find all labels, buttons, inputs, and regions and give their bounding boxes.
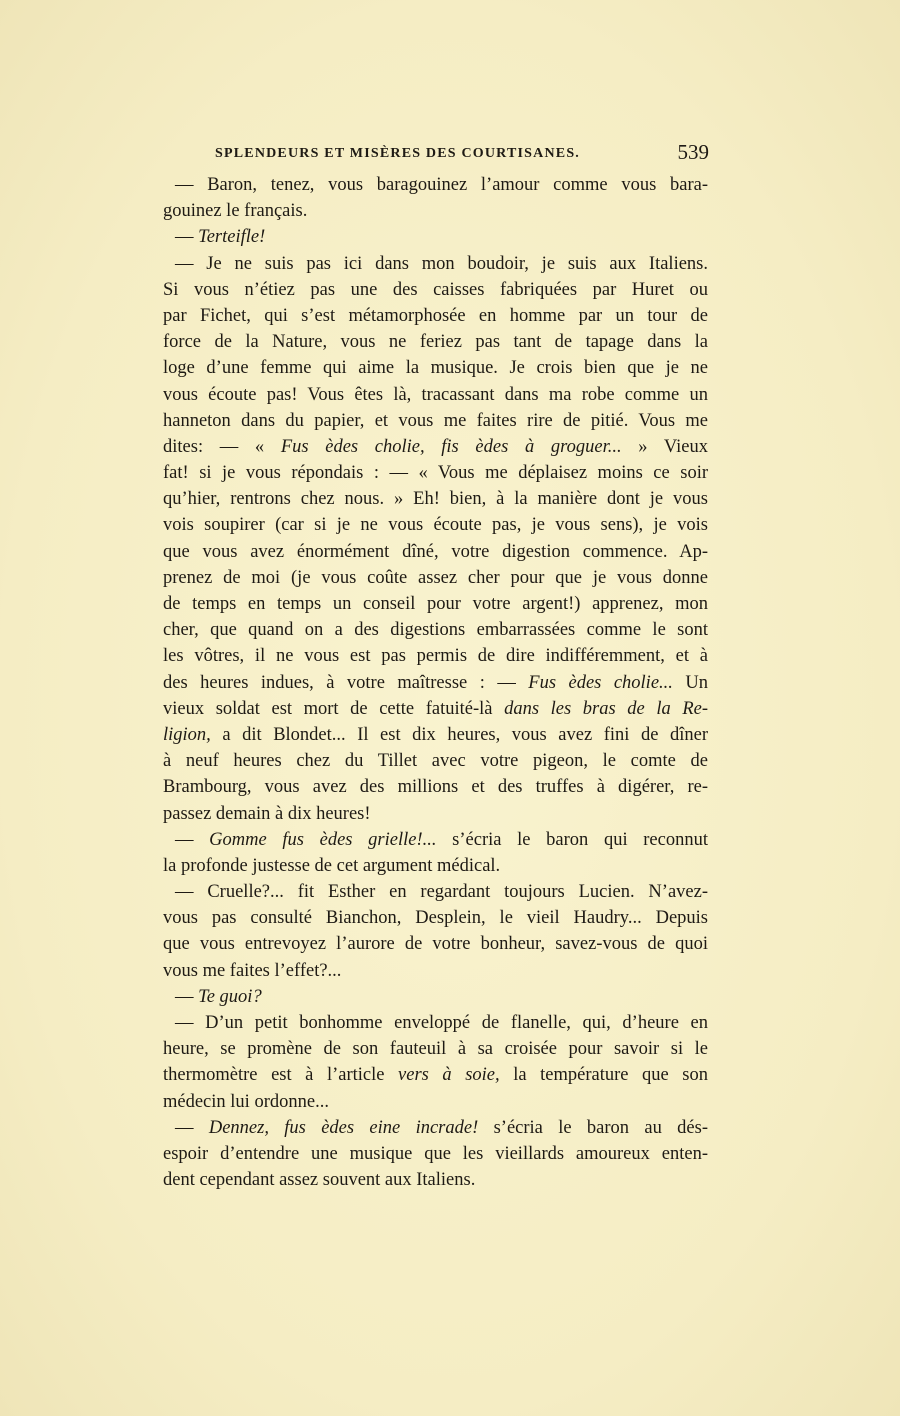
text-segment: Un [672, 672, 708, 693]
text-segment: qu’hier, rentrons chez nous. » Eh! bien, à la manière dont je vous [163, 489, 708, 510]
text-segment: de temps en temps un conseil pour votre argent!) apprenez, mon [163, 594, 708, 614]
text-line [163, 879, 708, 905]
text-segment: hanneton dans du papier, et vous me faites rire de pitié. Vous me [163, 410, 708, 431]
text-line [163, 434, 708, 460]
text-line [163, 984, 708, 1010]
text-segment: s’écria le baron qui reconnut [436, 829, 708, 850]
text-segment: la température que son [499, 1065, 708, 1086]
text-segment: Brambourg, vous avez des millions et des truffes à digérer, re- [163, 777, 708, 798]
text-line [163, 722, 708, 748]
text-line [163, 1062, 708, 1088]
text-segment: heure, se promène de son fauteuil à sa croisée pour savoir si le [163, 1039, 708, 1060]
text-segment: fat! si je vous répondais : — « Vous me déplaisez moins ce soir [163, 463, 708, 484]
text-line [163, 1010, 708, 1036]
text-segment: — Baron, tenez, vous baragouinez l’amour comme vous bara- [175, 175, 708, 195]
body-text [163, 172, 708, 1193]
text-segment: la profonde justesse de cet argument médical. [163, 855, 501, 876]
italic-text: Dennez, fus èdes eine incrade! [208, 1117, 479, 1138]
page-number: 539 [677, 140, 709, 164]
text-line [163, 408, 708, 434]
text-line [163, 512, 708, 538]
text-segment: prenez de moi (je vous coûte assez cher pour que je vous donne [163, 567, 708, 588]
text-segment: vous écoute pas! Vous êtes là, tracassant dans ma robe comme un [163, 384, 708, 405]
text-line [163, 198, 708, 224]
text-line [163, 617, 708, 643]
text-line [163, 460, 708, 486]
text-segment: vois soupirer (car si je ne vous écoute pas, je vous sens), je vois [163, 515, 708, 536]
italic-text: dans les bras de la Re- [504, 698, 708, 719]
text-line [163, 774, 708, 800]
text-segment: thermomètre est à l’article [163, 1065, 399, 1086]
italic-text: Te guoi? [198, 986, 262, 1007]
italic-text: Fus èdes cholie, fis èdes à groguer... [280, 436, 622, 457]
text-line [163, 539, 708, 565]
text-segment: que vous avez énormément dîné, votre digestion commence. Ap- [163, 541, 708, 562]
text-segment: espoir d’entendre une musique que les vieillards amoureux enten- [163, 1143, 708, 1164]
page-header [163, 140, 709, 166]
text-line [163, 591, 708, 617]
text-segment: s’écria le baron au dés- [478, 1117, 708, 1138]
text-segment: » Vieux [621, 436, 708, 457]
text-line [163, 1115, 708, 1141]
text-line [163, 1089, 708, 1115]
text-line [163, 251, 708, 277]
text-segment: a dit Blondet... Il est dix heures, vous avez fini de dîner [210, 724, 708, 745]
text-segment: dites: — « [163, 436, 281, 457]
text-segment: des heures indues, à votre maîtresse : — [163, 672, 529, 693]
text-segment: — [175, 829, 210, 850]
text-line [163, 486, 708, 512]
text-line [163, 853, 708, 879]
text-line [163, 827, 708, 853]
text-line [163, 172, 708, 198]
text-line [163, 931, 708, 957]
text-segment: médecin lui ordonne... [163, 1091, 329, 1112]
text-segment: gouinez le français. [163, 201, 308, 222]
italic-text: Terteifle! [198, 227, 266, 248]
text-segment: — Cruelle?... fit Esther en regardant toujours Lucien. N’avez- [175, 882, 708, 903]
text-segment: loge d’une femme qui aime la musique. Je crois bien que je ne [163, 358, 708, 379]
text-line [163, 329, 708, 355]
text-segment: par Fichet, qui s’est métamorphosée en homme par un tour de [163, 305, 708, 326]
text-line [163, 1167, 708, 1193]
text-line [163, 565, 708, 591]
text-line [163, 1036, 708, 1062]
text-segment: force de la Nature, vous ne feriez pas tant de tapage dans la [163, 332, 708, 353]
text-line [163, 382, 708, 408]
text-line [163, 748, 708, 774]
running-title: SPLENDEURS ET MISÈRES DES COURTISANES. [215, 146, 581, 161]
text-line [163, 670, 708, 696]
text-line [163, 905, 708, 931]
italic-text: Fus èdes cholie... [528, 672, 673, 693]
text-line [163, 801, 708, 827]
text-segment: vous pas consulté Bianchon, Desplein, le vieil Haudry... Depuis [163, 908, 708, 929]
text-line [163, 224, 708, 250]
text-line [163, 643, 708, 669]
text-segment: les vôtres, il ne vous est pas permis de dire indifféremment, et à [163, 646, 708, 667]
text-line [163, 303, 708, 329]
italic-text: ligion, [163, 724, 211, 745]
text-segment: — [175, 986, 199, 1007]
italic-text: Gomme fus èdes grielle!... [209, 829, 437, 850]
text-segment: dent cependant assez souvent aux Italiens. [163, 1170, 476, 1191]
text-segment: que vous entrevoyez l’aurore de votre bonheur, savez-vous de quoi [163, 934, 708, 955]
text-line [163, 277, 708, 303]
text-segment: vieux soldat est mort de cette fatuité-là [163, 698, 505, 719]
text-line [163, 1141, 708, 1167]
text-segment: passez demain à dix heures! [163, 803, 371, 824]
text-segment: à neuf heures chez du Tillet avec votre pigeon, le comte de [163, 751, 708, 772]
text-line [163, 355, 708, 381]
text-segment: — [175, 227, 199, 248]
text-line [163, 958, 708, 984]
text-line [163, 696, 708, 722]
text-segment: vous me faites l’effet?... [163, 960, 342, 981]
text-segment: — [175, 1117, 209, 1138]
text-segment: — Je ne suis pas ici dans mon boudoir, je suis aux Italiens. [175, 253, 708, 274]
text-segment: cher, que quand on a des digestions embarrassées comme le sont [163, 620, 708, 641]
italic-text: vers à soie, [398, 1065, 500, 1086]
text-segment: — D’un petit bonhomme enveloppé de flanelle, qui, d’heure en [175, 1013, 708, 1033]
text-segment: Si vous n’étiez pas une des caisses fabriquées par Huret ou [163, 279, 708, 300]
